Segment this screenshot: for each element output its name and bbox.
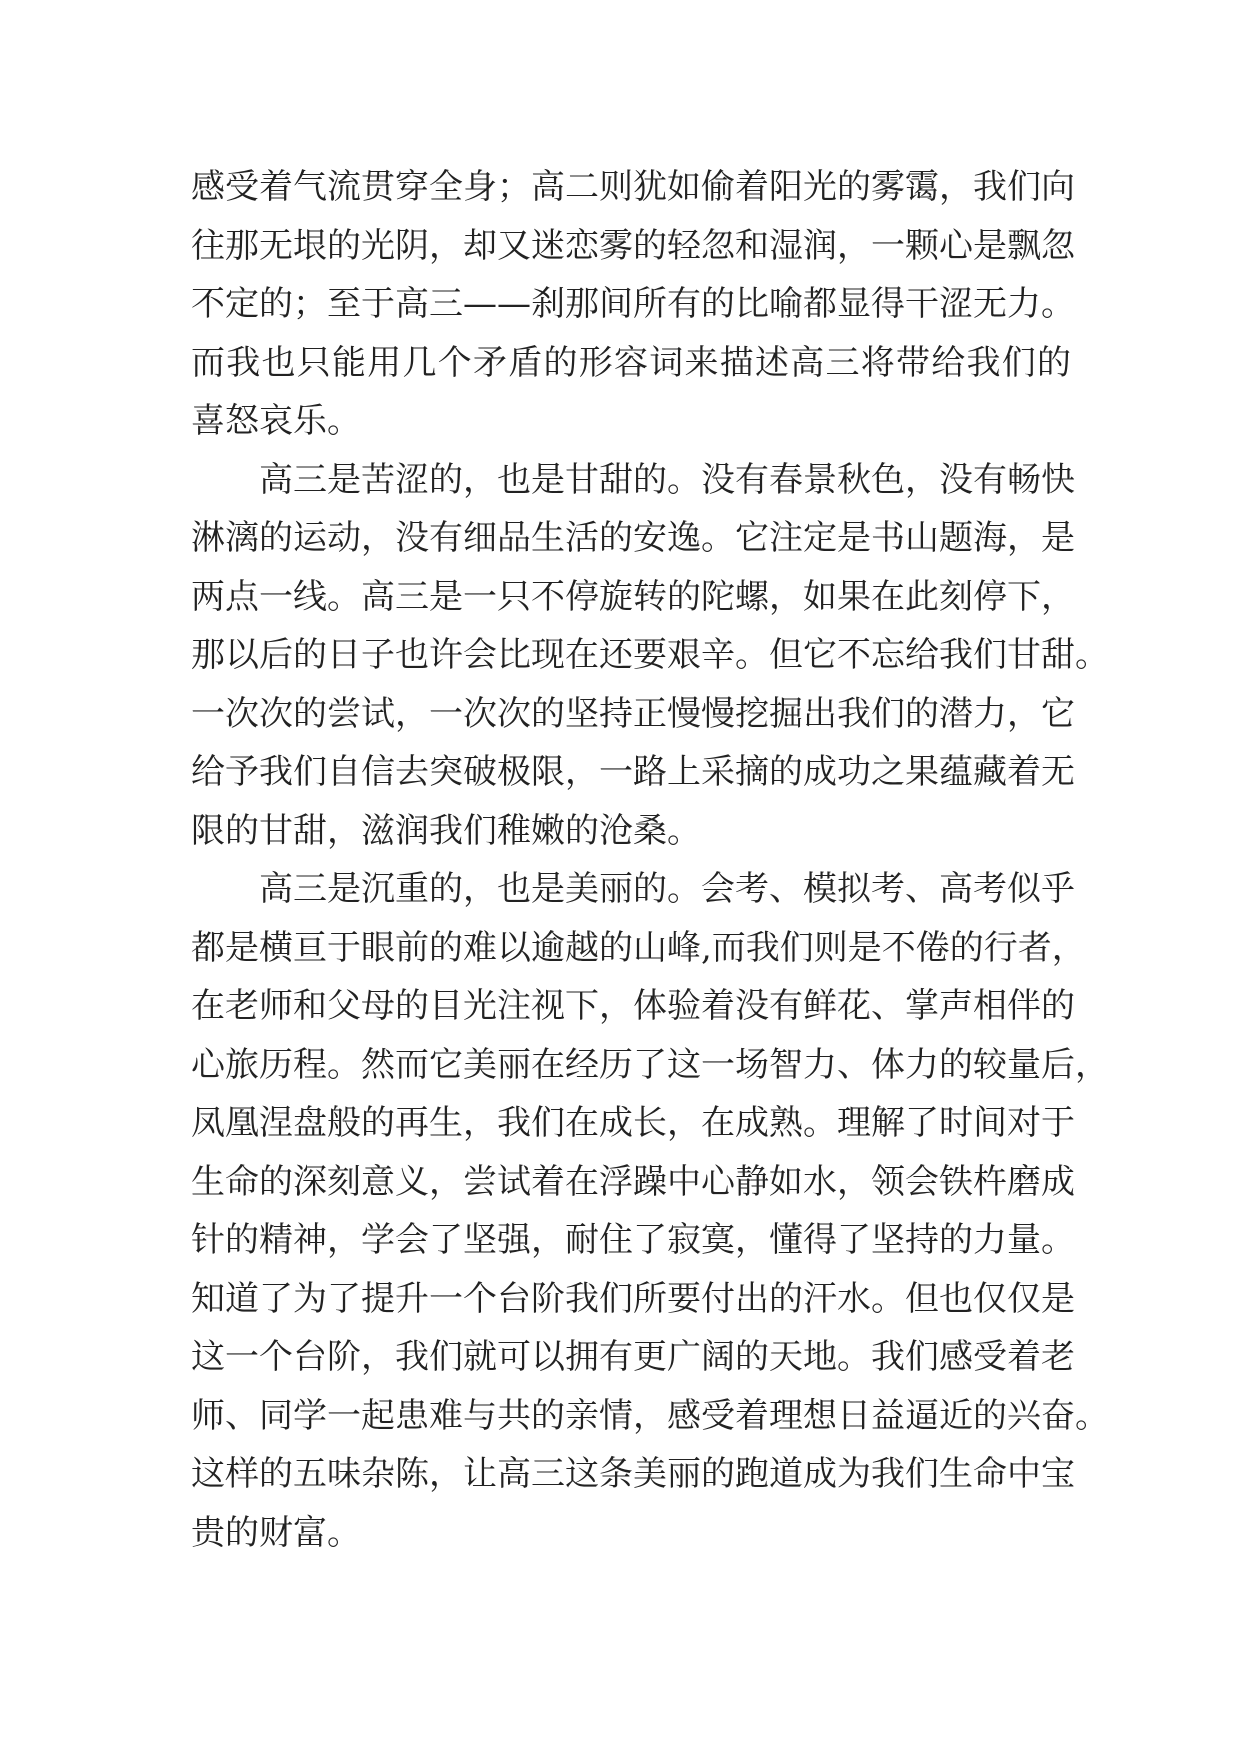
text-line: 心旅历程。然而它美丽在经历了这一场智力、体力的较量后， bbox=[191, 1044, 1109, 1085]
text-line: 在老师和父母的目光注视下，体验着没有鲜花、掌声相伴的 bbox=[191, 986, 1075, 1026]
text-line: 针的精神，学会了坚强，耐住了寂寞，懂得了坚持的力量。 bbox=[191, 1220, 1075, 1260]
text-line: 喜怒哀乐。 bbox=[191, 401, 361, 441]
text-line: 高三是沉重的，也是美丽的。会考、模拟考、高考似乎 bbox=[191, 869, 1075, 909]
text-line: 给予我们自信去突破极限，一路上采摘的成功之果蕴藏着无 bbox=[191, 752, 1075, 792]
text-line: 往那无垠的光阴，却又迷恋雾的轻忽和湿润，一颗心是飘忽 bbox=[191, 225, 1075, 266]
essay-body bbox=[191, 158, 1109, 1562]
text-line: 而我也只能用几个矛盾的形容词来描述高三将带给我们的 bbox=[191, 342, 1071, 383]
text-line: 知道了为了提升一个台阶我们所要付出的汗水。但也仅仅是 bbox=[191, 1278, 1075, 1319]
text-line: 师、同学一起患难与共的亲情，感受着理想日益逼近的兴奋。 bbox=[191, 1395, 1109, 1436]
text-line: 两点一线。高三是一只不停旋转的陀螺，如果在此刻停下， bbox=[191, 576, 1075, 617]
text-line: 感受着气流贯穿全身；高二则犹如偷着阳光的雾霭，我们向 bbox=[191, 167, 1075, 207]
text-line: 凤凰涅盘般的再生，我们在成长，在成熟。理解了时间对于 bbox=[191, 1103, 1075, 1143]
text-line: 一次次的尝试，一次次的坚持正慢慢挖掘出我们的潜力，它 bbox=[191, 693, 1075, 734]
text-line: 这样的五味杂陈，让高三这条美丽的跑道成为我们生命中宝 bbox=[191, 1454, 1075, 1494]
text-line: 那以后的日子也许会比现在还要艰辛。但它不忘给我们甘甜。 bbox=[191, 635, 1109, 675]
text-line: 不定的；至于高三——刹那间所有的比喻都显得干涩无力。 bbox=[191, 284, 1075, 324]
text-line: 都是横亘于眼前的难以逾越的山峰,而我们则是不倦的行者， bbox=[191, 927, 1086, 968]
text-line: 淋漓的运动，没有细品生活的安逸。它注定是书山题海，是 bbox=[191, 518, 1075, 558]
text-line: 限的甘甜，滋润我们稚嫩的沧桑。 bbox=[191, 810, 701, 851]
text-line: 贵的财富。 bbox=[191, 1512, 361, 1553]
text-line: 这一个台阶，我们就可以拥有更广阔的天地。我们感受着老 bbox=[191, 1337, 1075, 1377]
text-line: 生命的深刻意义，尝试着在浮躁中心静如水，领会铁杵磨成 bbox=[191, 1161, 1075, 1202]
text-line: 高三是苦涩的，也是甘甜的。没有春景秋色，没有畅快 bbox=[191, 459, 1075, 500]
